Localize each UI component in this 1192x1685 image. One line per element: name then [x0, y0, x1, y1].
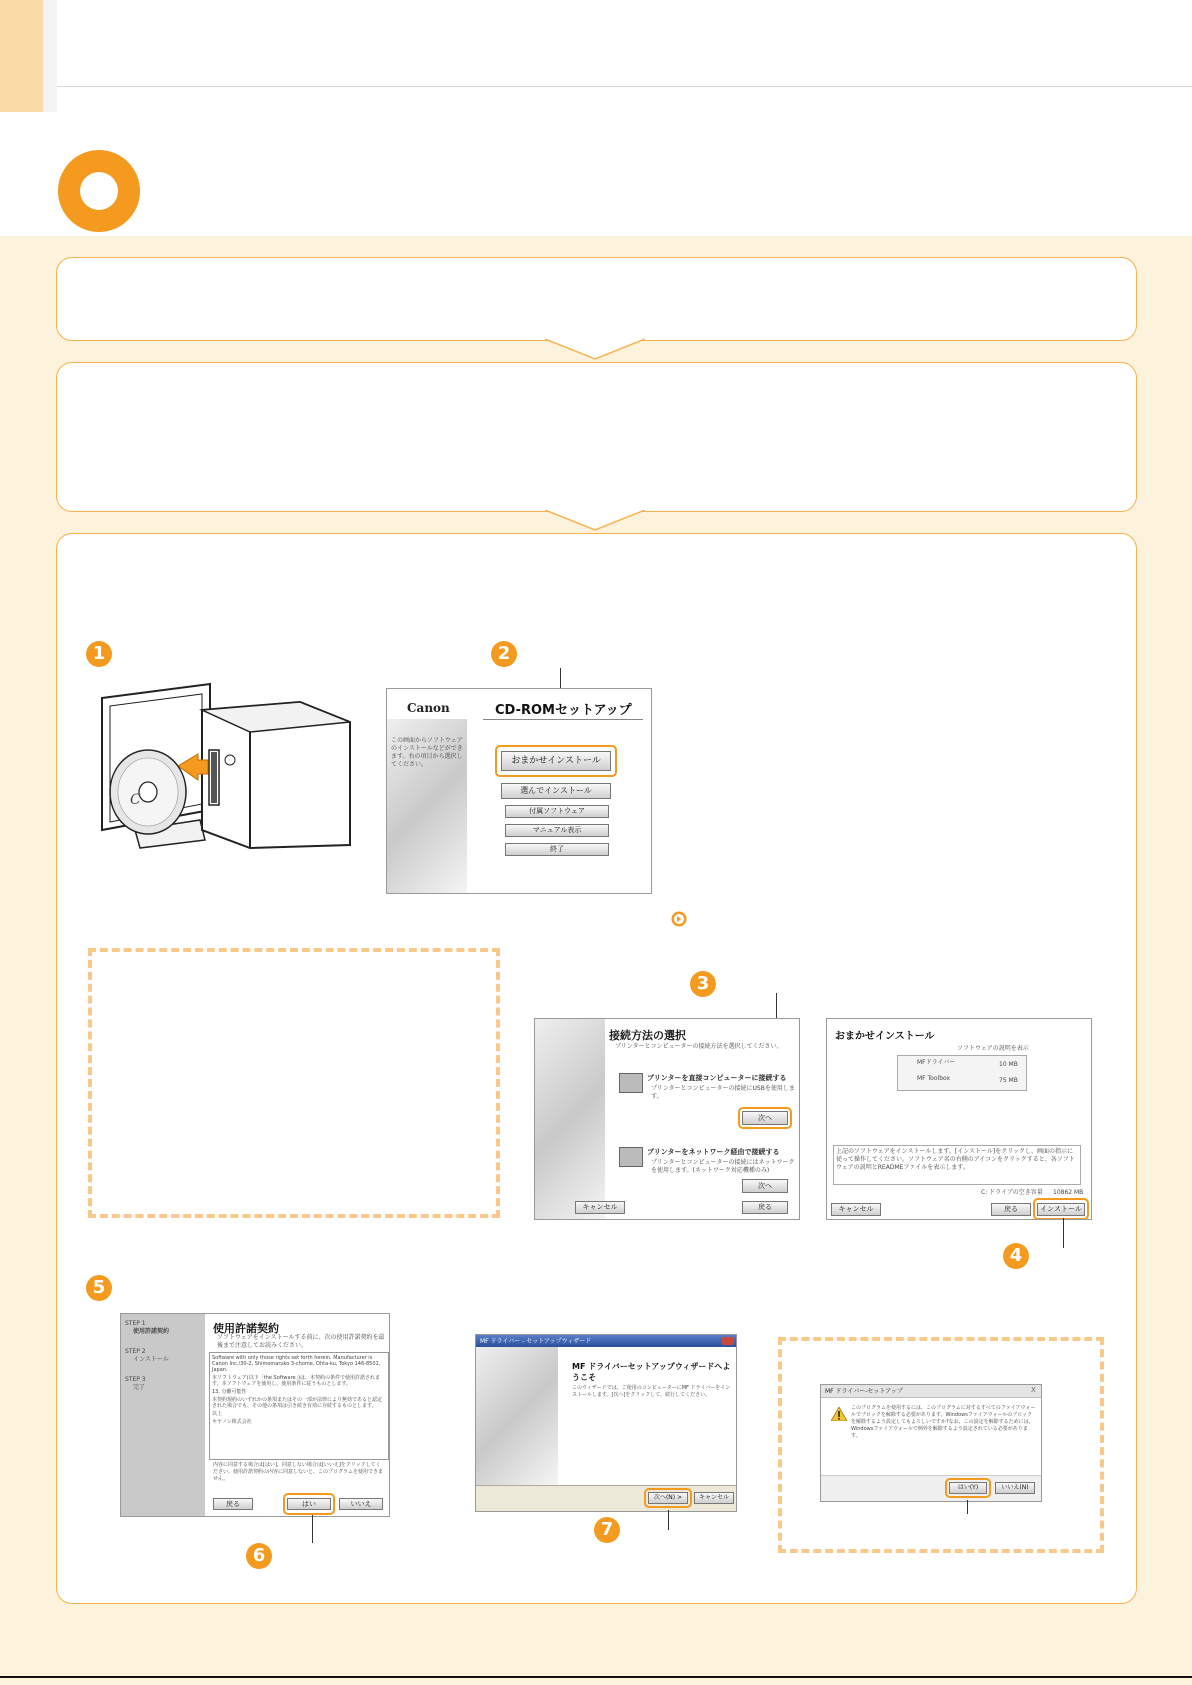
wizard-heading: MF ドライバーセットアップウィザードへようこそ [572, 1362, 731, 1382]
license-body-jp1: 本ソフトウェア(以下「the Software」)は、本契約の条件で使用許諾されます。本ソフトウェアを使用し、使用条件に従うものとします。 [212, 1375, 381, 1387]
direct-next-button[interactable]: 次へ [742, 1111, 788, 1125]
step-6-leader [312, 1515, 313, 1543]
cd-setup-screenshot [386, 688, 652, 894]
license-text-box[interactable] [209, 1352, 389, 1460]
panel-top [56, 257, 1137, 341]
header-accent-stripe [43, 0, 57, 112]
option-direct-desc: プリンターとコンピューターの接続にUSBを使用します。 [651, 1085, 795, 1100]
exit-button[interactable]: 終了 [505, 843, 609, 856]
manual-button[interactable]: マニュアル表示 [505, 824, 609, 837]
license-step1: STEP 1 [125, 1320, 146, 1327]
computer-cd-illustration [90, 680, 352, 850]
section-circle-icon [58, 150, 140, 232]
install-button[interactable]: インストール [1037, 1203, 1085, 1216]
license-step3-label: 完了 [133, 1384, 146, 1391]
header-accent-tab [0, 0, 43, 112]
step-7-leader [668, 1510, 669, 1530]
step-2-badge: 2 [491, 641, 517, 667]
connection-back-button[interactable]: 戻る [742, 1201, 788, 1214]
step-5-badge: 5 [86, 1275, 112, 1301]
license-company: キヤノン株式会社 [212, 1419, 252, 1425]
software-item-mf-driver[interactable]: MFドライバー [917, 1059, 956, 1066]
connection-method-screenshot [534, 1018, 800, 1220]
easy-install-desc: 上記のソフトウェアをインストールします。[インストール]をクリックし、画面の指示に従って操作してください。ソフトウェア名の右側のアイコンをクリックすると、各ソフトウェアの説明とREADMEファイルを表示します。 [833, 1145, 1081, 1185]
step-3-badge: 3 [690, 971, 716, 997]
panel-top-arrow [545, 339, 645, 360]
cd-setup-brand: Canon [407, 701, 450, 715]
firewall-no-button[interactable]: いいえ(N) [995, 1482, 1035, 1494]
connection-cancel-button[interactable]: キャンセル [575, 1201, 625, 1214]
license-body-jp3: 本契約規約のいずれかの条項またはその一部が法律により無効であると認定された場合でも、その他の条項は引き続き有効に存続するものとします。 [212, 1397, 383, 1409]
footer-rule [0, 1676, 1192, 1678]
easy-install-title: おまかせインストール [835, 1031, 935, 1042]
cd-setup-title-rule [483, 719, 643, 720]
license-end: 以上 [212, 1411, 223, 1417]
wizard-close-icon[interactable] [722, 1337, 734, 1345]
wizard-side-image [476, 1347, 558, 1485]
firewall-yes-button[interactable]: はい(Y) [949, 1482, 987, 1494]
step-6-badge: 6 [246, 1543, 272, 1569]
easy-install-screenshot [826, 1018, 1092, 1220]
connection-title: 接続方法の選択 [609, 1029, 686, 1042]
license-step2: STEP 2 [125, 1348, 146, 1355]
license-agree-note: 内容に同意する場合は[はい]、同意しない場合は[いいえ]をクリックしてください。使用許諾契約の内容に同意しないと、このプログラムを使用できません。 [213, 1462, 383, 1482]
option-network-label[interactable]: プリンターをネットワーク経由で接続する [647, 1148, 780, 1156]
step-7-badge: 7 [594, 1517, 620, 1543]
software-item-mf-driver-size: 10 MB [999, 1061, 1018, 1068]
firewall-dialog [820, 1384, 1042, 1502]
license-title: 使用許諾契約 [213, 1322, 279, 1335]
connection-subtitle: プリンターとコンピューターの接続方法を選択してください。 [615, 1043, 783, 1050]
step-4-leader [1063, 1218, 1064, 1248]
option-direct-label[interactable]: プリンターを直接コンピューターに接続する [647, 1074, 787, 1082]
license-sidebar [121, 1314, 205, 1517]
license-step1-label: 使用許諾契約 [133, 1328, 170, 1335]
connection-side-image [535, 1019, 605, 1220]
network-next-button[interactable]: 次へ [742, 1179, 788, 1193]
easy-install-cancel-button[interactable]: キャンセル [831, 1203, 881, 1216]
license-intro: ソフトウェアをインストールする前に、次の使用許諾契約を最後まで注意してお読みください。 [217, 1334, 385, 1349]
software-item-mf-toolbox[interactable]: MF Toolbox [917, 1075, 951, 1082]
note-box-left [88, 948, 500, 1218]
wizard-next-button[interactable]: 次へ(N) > [648, 1492, 688, 1504]
step-1-badge: 1 [86, 641, 112, 667]
reference-arrow-icon [671, 911, 687, 927]
wizard-screenshot [475, 1334, 737, 1512]
usb-printer-icon [619, 1073, 643, 1093]
license-body-en: Software with only those rights set forth herein. Manufacturer is Canon Inc./30-2, Shimomaruko 3-chome, Ohta-ku, Tokyo 146-8501, Japan. [212, 1355, 381, 1373]
show-description-label[interactable]: ソフトウェアの説明を表示 [957, 1045, 1029, 1052]
network-printer-icon [619, 1147, 643, 1167]
software-item-mf-toolbox-size: 75 MB [999, 1077, 1018, 1084]
cd-setup-side-text: この画面からソフトウェアのインストールなどができます。右の項目から選択してください。 [391, 737, 463, 768]
wizard-desc: このウィザードでは、ご使用のコンピューターにMF ドライバーをインストールします。[次へ]をクリックして、続行してください。 [572, 1385, 731, 1398]
disk-free-label: C: ドライブの空き容量 [981, 1189, 1043, 1196]
header-rule [57, 86, 1192, 87]
license-back-button[interactable]: 戻る [213, 1498, 253, 1510]
panel-middle [56, 362, 1137, 512]
firewall-leader [967, 1500, 968, 1514]
license-yes-button[interactable]: はい [287, 1498, 331, 1510]
option-network-desc: プリンターとコンピューターの接続にはネットワークを使用します。(ネットワーク対応機種のみ) [651, 1159, 795, 1174]
svg-text:C: C [130, 792, 141, 808]
license-step3: STEP 3 [125, 1376, 146, 1383]
panel-middle-arrow [545, 510, 645, 531]
license-screenshot [120, 1313, 390, 1517]
license-step2-label: インストール [133, 1356, 169, 1363]
custom-install-button[interactable]: 選んでインストール [501, 783, 611, 799]
firewall-message: このプログラムを使用するには、このプログラムに対するすべてのファイアウォールでブロックを解除する必要があります。Windowsファイアウォールのブロックを解除するよう設定してもよろしいですか?なお、この設定を解除するためには、Windowsファイアウォールで例外を解除するよう設定されている必要があります。 [851, 1405, 1036, 1439]
bundled-software-button[interactable]: 付属ソフトウェア [505, 805, 609, 818]
wizard-cancel-button[interactable]: キャンセル [694, 1492, 734, 1504]
license-no-button[interactable]: いいえ [339, 1498, 383, 1510]
disk-free-value: 10862 MB [1053, 1189, 1084, 1196]
easy-install-button[interactable]: おまかせインストール [501, 751, 611, 771]
warning-icon [831, 1407, 847, 1421]
wizard-window-title: MF ドライバー - セットアップウィザード [480, 1338, 592, 1345]
step-4-badge: 4 [1003, 1243, 1029, 1269]
license-body-jp2: 13. 分離可能性 [212, 1389, 247, 1395]
firewall-close-icon[interactable]: X [1031, 1386, 1036, 1394]
easy-install-back-button[interactable]: 戻る [991, 1203, 1031, 1216]
firewall-window-title: MF ドライバー-セットアップ [825, 1388, 903, 1395]
cd-setup-title: CD-ROMセットアップ [495, 703, 632, 718]
